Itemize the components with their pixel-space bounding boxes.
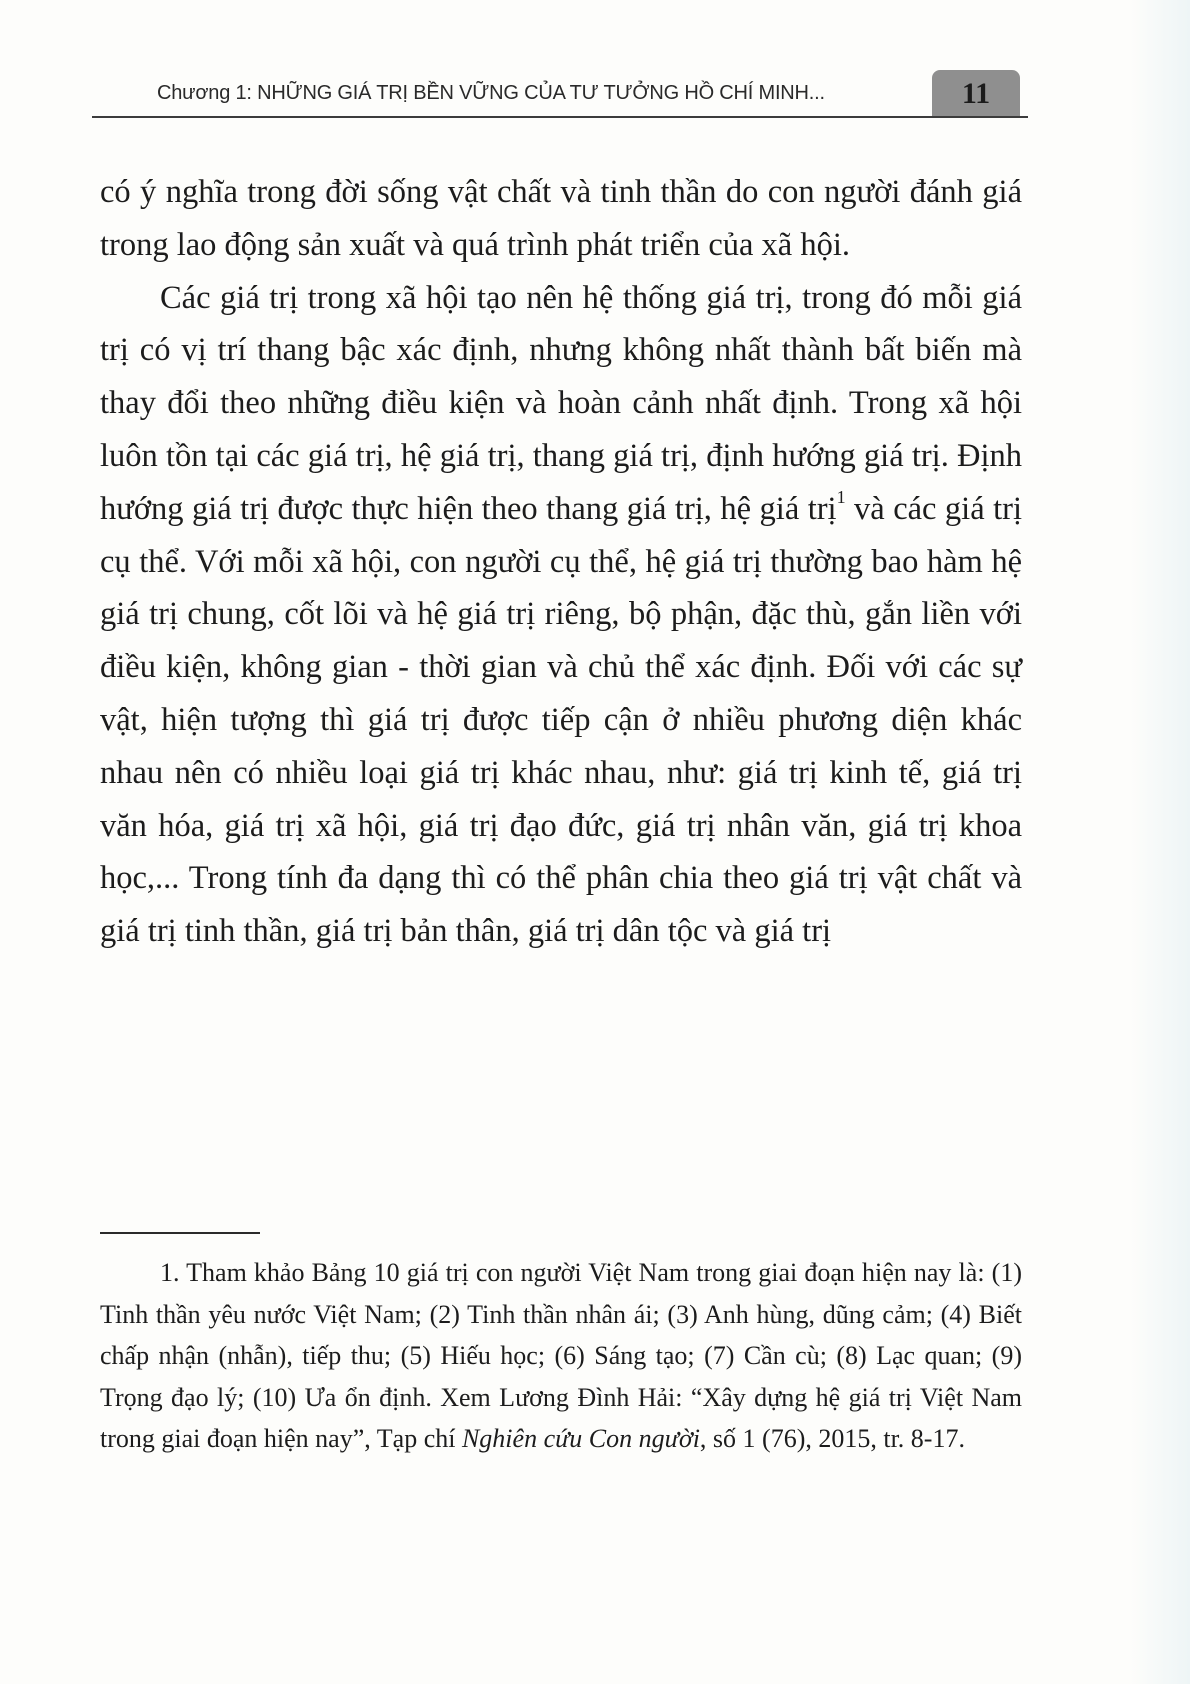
body-text: [100, 166, 1022, 958]
paragraph-continuation: [100, 166, 1022, 272]
footnote-citation-tail: , số 1 (76), 2015, tr. 8-17.: [699, 1424, 965, 1454]
page-edge-shading: [1130, 0, 1190, 1684]
paragraph-1-text: có ý nghĩa trong đời sống vật chất và tinh thần do con người đánh giá trong lao động sản xuất và quá trình phát triển của xã hội.: [100, 174, 1022, 263]
running-title: Chương 1: NHỮNG GIÁ TRỊ BỀN VỮNG CỦA TƯ TƯỞNG HỒ CHÍ MINH...: [157, 82, 825, 104]
running-header: [92, 70, 1022, 118]
paragraph-2-text-b: và các giá trị cụ thể. Với mỗi xã hội, con người cụ thể, hệ giá trị thường bao hàm hệ giá trị chung, cốt lõi và hệ giá trị riêng, bộ phận, đặc thù, gắn liền với điều kiện, không gian - thời gian và chủ thể xác định. Đối với các sự vật, hiện tượng thì giá trị được tiếp cận ở nhiều phương diện khác nhau nên có nhiều loại giá trị khác nhau, như: giá trị kinh tế, giá trị văn hóa, giá trị xã hội, giá trị đạo đức, giá trị nhân văn, giá trị khoa học,... Trong tính đa dạng thì có thể phân chia theo giá trị vật chất và giá trị tinh thần, giá trị bản thân, giá trị dân tộc và giá trị: [100, 490, 1022, 950]
footnote-text: 1. Tham khảo Bảng 10 giá trị con người Việt Nam trong giai đoạn hiện nay là: (1) Tinh thần yêu nước Việt Nam; (2) Tinh thần nhân ái; (3) Anh hùng, dũng cảm; (4) Biết chấp nhận (nhẫn), tiếp thu; (5) Hiếu học; (6) Sáng tạo; (7) Cần cù; (8) Lạc quan; (9) Trọng đạo lý; (10) Ưa ổn định. Xem Lương Đình Hải: “Xây dựng hệ giá trị Việt Nam trong giai đoạn hiện nay”, Tạp chí: [100, 1258, 1022, 1454]
footnote: [100, 1252, 1022, 1460]
paragraph-2-text-a: Các giá trị trong xã hội tạo nên hệ thống giá trị, trong đó mỗi giá trị có vị trí thang bậc xác định, nhưng không nhất thành bất biến mà thay đổi theo những điều kiện và hoàn cảnh nhất định. Trong xã hội luôn tồn tại các giá trị, hệ giá trị, thang giá trị, định hướng giá trị. Định hướng giá trị được thực hiện theo thang giá trị, hệ giá trị: [100, 279, 1022, 527]
page-number: 11: [932, 70, 1020, 118]
journal-title: Nghiên cứu Con người: [461, 1424, 700, 1454]
header-rule: [92, 116, 1028, 118]
footnote-reference[interactable]: 1: [836, 486, 846, 507]
footnote-separator: [100, 1232, 260, 1234]
paragraph-values-system: [100, 272, 1022, 958]
